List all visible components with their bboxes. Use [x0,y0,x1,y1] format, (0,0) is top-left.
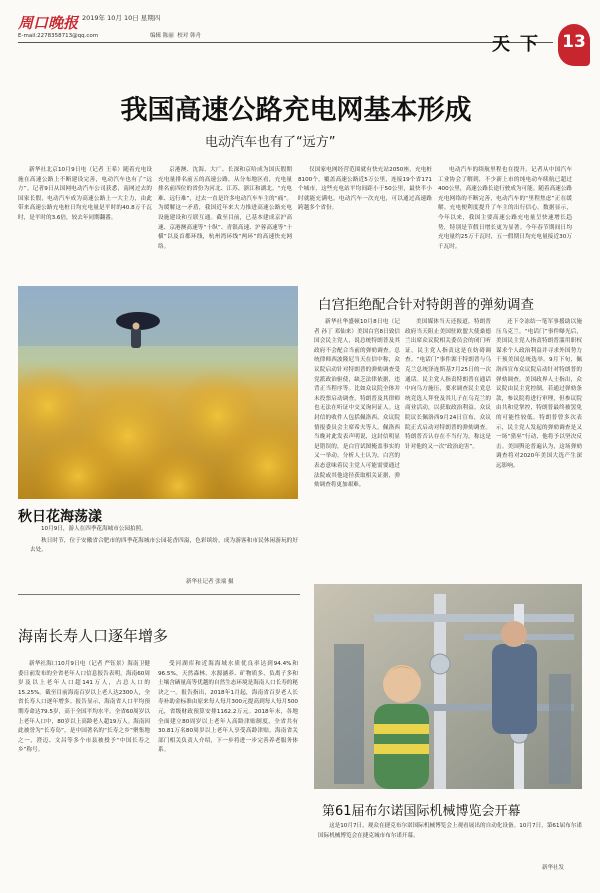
masthead-rule [18,42,553,43]
whitehouse-column-1: 新华社华盛顿10月8日电（记者 孙丁 邓仙来）美国白宫8日致信国会民主党人，说总统特朗普及其政府不会配合当前的弹劾调查。总统律师西波隆尼当天在信中称，众议院启动针对特朗普的弹劾调查受党派政治驱使，缺乏法律依据，违背正当程序等。比如众议院全体并未投票启动调查，特朗普及其律师也无法在听证中交叉询问证人。这封信的收件人包括佩洛西、众议院情报委员会主席希夫等人。佩洛西当晚对此发表声明说，这封信明显是错误的，是白宫试图掩盖事实的又一举动。分析人士认为，白宫的表态意味着民主党人可能需要通过法院或其他途径获取相关证据，弹劾调查将更加艰难。 [314,319,400,489]
whitehouse-column-2: 美国媒体当天还报道，特朗普政府当天阻止美国驻欧盟大使桑德兰出席众议院相关委员会的闭门听证，民主党人指责这是在妨碍调查。“电话门”事件源于特朗普与乌克兰总统泽连斯基7月25日的一次通话。民主党人指责特朗普在通话中向乌方施压，要求调查民主党总统竞选人拜登及其儿子在乌克兰的商业活动，以获取政治利益。众议院议长佩洛西9月24日宣布，众议院正式启动对特朗普的弹劾调查。特朗普否认存在不当行为，称这是针对他的又一次“政治迫害”。 [405,319,491,450]
contact-email: E-mail:2278358713@qq.com [18,33,99,39]
section-divider [18,594,300,595]
expo-scene-image [314,584,582,789]
issue-date: 2019年 10月 10日 星期四 [82,14,161,22]
flower-sea-title: 秋日花海荡漾 [18,509,102,525]
lead-column-2: 京港澳、沈海、大广、长深和京哈成为国庆假期充电量排名前五的高速公路，从分布地区看，充电量排名前四位的省份为河北、江苏、浙江和湖北。“充电难、远行难”，过去一直是许多电动汽车车主的“痛”。为缓解这一矛盾，我国近年来大力推进高速公路充电设施建设和互联互通。截至目前，已基本建成京沪高速、京港澳高速等“十纵”、青银高速、沪蓉高速等“十横”以及首都环线，杭州湾环线“两环”的高速快充网络。 [158,167,292,250]
flower-sea-photo [18,286,298,499]
machinery-credit: 新华社发 [542,865,565,871]
lead-column-4: 电动汽车的续航里程也在提升。记者从中国汽车工业协会了解到，不少新上市的纯电动车续航已超过400公里，高速公路长途行驶成为可能。随着高速公路充电网络的不断完善，电动汽车的“里程焦虑”正在缓解。充电便利度提升了车主的出行信心。数据显示，今年以来，我国主要高速公路充电量呈快速增长趋势，特别是节假日增长更为显著。今年春节期间日均充电量约25万千瓦时，五一假期日均充电量接近30万千瓦时。 [438,167,572,250]
whitehouse-headline: 白宫拒绝配合针对特朗普的弹劾调查 [318,297,534,313]
flower-sea-credit: 新华社记者 张端 摄 [186,579,234,585]
flower-sea-caption: 10月9日，游人在四季花海城市公园拍照。 秋日时节，位于安徽省合肥市的四季花海城市公园花香四溢，色彩缤纷，成为游客和市民休闲游玩的好去处。 [30,526,298,554]
page-number-badge [558,24,590,66]
whitehouse-column-3: 还下令冻结一笔军事援助以施压乌克兰。“电话门”事件曝光后，美国民主党人指责特朗普滥用职权谋求个人政治利益并寻求外国势力干预美国总统选举。9月下旬，佩洛西宣布众议院启动针对特朗普的弹劾调查。美国政界人士指出，众议院由民主党控制，若通过弹劾条款，参议院将进行审理，但参议院由共和党掌控，特朗普最终被罢免的可能性较低。特朗普曾多次表示，民主党人发起的弹劾调查是又一场“猎巫”行动，他将予以坚决反击。美国舆论普遍认为，这场弹劾调查将对2020年美国大选产生深远影响。 [496,319,582,469]
lead-subhead: 电动汽车也有了“远方” [205,135,336,150]
machinery-headline: 第61届布尔诺国际机械博览会开幕 [322,804,521,819]
flower-field-image [18,286,298,499]
section-title: 天下 [492,34,548,55]
hainan-column-2: 受河湖库和近海海域水质优良率达到94.4%和96.5%，天然森林、水源涵养、矿物质多、负离子多和土壤含硒量高等优越的自然生态环境是海南人口长寿的秘诀之一。报告指出，2018年1月起，海南省百岁老人长寿补助金标准由原来每人每月300元提高到每人每月500元，省级财政预算安排1162.2万元。2018年末，各地全面建立80周岁以上老年人高龄津贴制度，全省共有30.81万名80周岁以上老年人享受高龄津贴。海南省关部门相关负责人介绍，下一步将进一步完善养老服务体系。 [158,661,298,754]
editor-credit: 编辑 陈丽 校对 韩舟 [150,33,201,39]
hainan-headline: 海南长寿人口逐年增多 [18,627,169,645]
machinery-expo-photo [314,584,582,789]
page-number: 13 [562,32,586,52]
hainan-column-1: 新华社海口10月9日电（记者 严钰景）海南卫健委日前发布的全省老年人口信息报告表明，海南60周岁及以上老年人口超141万人，占总人口的15.25%。截至目前海南百岁以上老人达2300人，全省长寿人口逐年增多。报告显示，海南省人口平均预期寿命达79.5岁，高于全国平均水平。全省60周岁以上老年人口中，80岁以上高龄老人超19万人。海南因此被誉为“长寿岛”，是中国著名的“长寿之乡”聚集地之一，澄迈、文昌等多个市县被授予“中国长寿之乡”称号。 [18,661,150,754]
lead-column-3: 仅国家电网经营范围就有快充站2050座，充电桩8100个，覆盖高速公路近5万公里，连接19个省171个城市，这些充电站平均间距小于50公里，最快半小时就能充满电。电动汽车一次充电，可以通过高速路跨越多个省份。 [298,167,432,212]
lead-headline: 我国高速公路充电网基本形成 [120,95,472,126]
lead-column-1: 新华社北京10月9日电（记者 王希）随着充电设施在高速公路上不断建设完善，电动汽车也有了“远方”。记者9日从国网电动汽车公司获悉，南网过去的国家长假，电动汽车成为高速公路上一大主力，由此带来高速公路充电桩日均充电量是平时的40.8万千瓦时，是平时的3.6倍，较去年同期翻番。 [18,167,152,221]
machinery-caption: 这是10月7日，观众在捷克布尔诺国际机械博览会上观看展出的自动化设备。10月7日，第61届布尔诺国际机械博览会在捷克城市布尔诺开幕。 [318,823,582,839]
paper-logo: 周口晚报 [18,14,79,32]
